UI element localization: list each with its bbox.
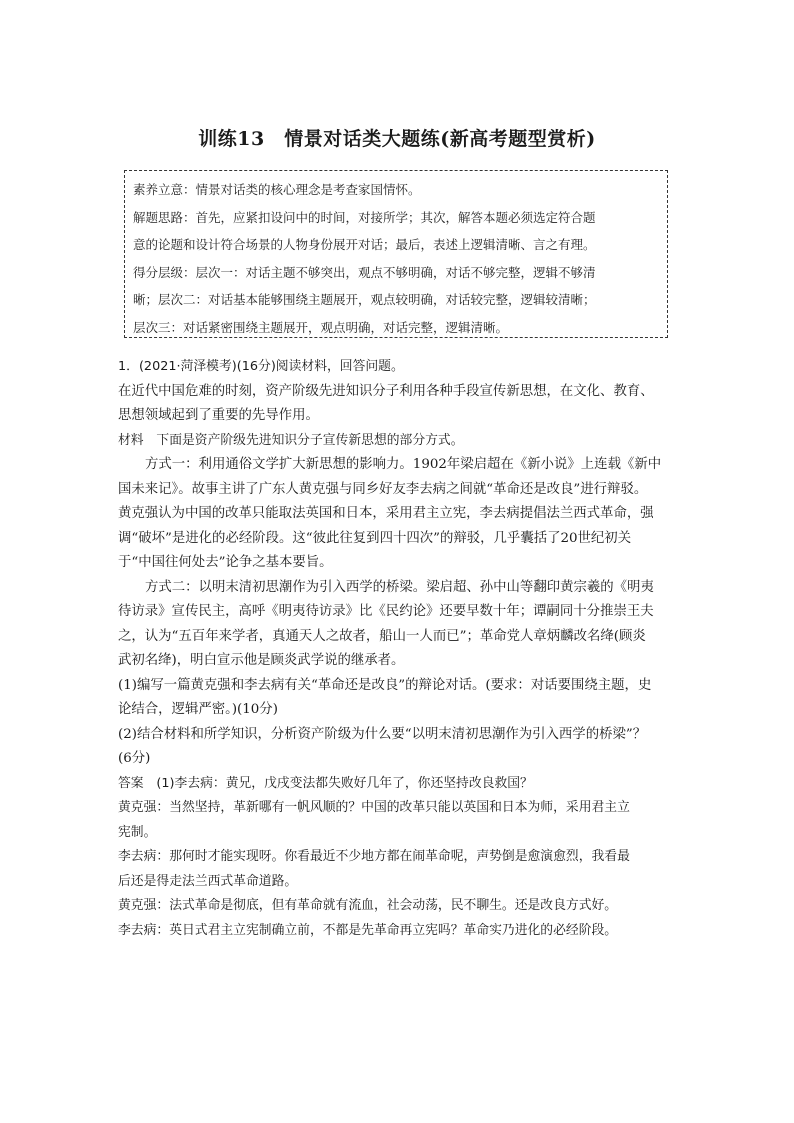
guide-line: 意的论题和设计符合场景的人物身份展开对话；最后，表述上逻辑清晰、言之有理。 (133, 237, 596, 252)
question-header: 1．(2021·菏泽模考)(16分)阅读材料，回答问题。 (118, 359, 404, 374)
subquestion-1-line: (1)编写一篇黄克强和李去病有关“革命还是改良”的辩论对话。(要求：对话要围绕主题，史 (118, 677, 652, 693)
answer-line: 李去病：那何时才能实现呀。你看最近不少地方都在闹革命呢，声势倒是愈演愈烈，我看最 (118, 849, 630, 864)
answer-line: 后还是得走法兰西式革命道路。 (118, 873, 298, 889)
method1-line: 黄克强认为中国的改革只能取法英国和日本，采用君主立宪，李去病提倡法兰西式革命，强 (118, 506, 654, 521)
answer-line: 黄克强：法式革命是彻底，但有革命就有流血，社会动荡，民不聊生。还是改良方式好。 (118, 898, 618, 913)
method1-line: 国未来记》。故事主讲了广东人黄克强与同乡好友李去病之间就“革命还是改良”进行辩驳。 (118, 481, 648, 497)
material-label: 材料 下面是资产阶级先进知识分子宣传新思想的部分方式。 (118, 432, 464, 448)
method2-line: 武初名绛)，明白宣示他是顾炎武学说的继承者。 (118, 653, 405, 668)
method1-line: 调“破坏”是进化的必经阶段。这“彼此往复到四十四次”的辩驳，几乎囊括了20世纪初关 (118, 530, 632, 546)
guide-line: 得分层级：层次一：对话主题不够突出，观点不够明确，对话不够完整，逻辑不够清 (133, 264, 596, 280)
answer-line: 黄克强：当然坚持，革新哪有一帆风顺的？中国的改革只能以英国和日本为师，采用君主立 (118, 800, 630, 815)
intro-line: 思想领域起到了重要的先导作用。 (118, 408, 319, 423)
method2-line: 方式二：以明末清初思潮作为引入西学的桥梁。梁启超、孙中山等翻印黄宗羲的《明夷 (145, 579, 654, 595)
method1-line: 于“中国往何处去”论争之基本要旨。 (118, 555, 333, 570)
guide-box (124, 170, 668, 338)
subquestion-1-line: 论结合，逻辑严密。)(10分) (118, 702, 278, 717)
method1-line: 方式一：利用通俗文学扩大新思想的影响力。1902年梁启超在《新小说》上连载《新中 (145, 457, 662, 472)
answer-line: 宪制。 (118, 824, 157, 840)
guide-line: 晰；层次二：对话基本能够围绕主题展开，观点较明确，对话较完整，逻辑较清晰； (133, 292, 596, 307)
guide-line: 素养立意：情景对话类的核心理念是考查家国情怀。 (133, 182, 421, 197)
subquestion-2-line: (2)结合材料和所学知识，分析资产阶级为什么要“以明末清初思潮作为引入西学的桥梁”？ (118, 726, 647, 742)
guide-line: 层次三：对话紧密围绕主题展开，观点明确，对话完整，逻辑清晰。 (133, 319, 509, 335)
answer-line: 李去病：英日式君主立宪制确立前，不都是先革命再立宪吗？革命实乃进化的必经阶段。 (118, 922, 618, 938)
guide-line: 解题思路：首先，应紧扣设问中的时间，对接所学；其次，解答本题必须选定符合题 (133, 209, 596, 225)
method2-line: 待访录》宣传民主，高呼《明夷待访录》比《民约论》还要早数十年；谭嗣同十分推崇王夫 (118, 604, 654, 619)
page-title: 训练13 情景对话类大题练(新高考题型赏析) (198, 128, 596, 150)
answer-line: 答案 (1)李去病：黄兄，戊戌变法都失败好几年了，你还坚持改良救国？ (118, 775, 533, 791)
intro-line: 在近代中国危难的时刻，资产阶级先进知识分子利用各种手段宣传新思想，在文化、教育、 (118, 383, 654, 399)
question-content (118, 355, 680, 943)
subquestion-2-line: (6分) (118, 751, 151, 766)
method2-line: 之，认为“五百年来学者，真通天人之故者，船山一人而已”；革命党人章炳麟改名绛(顾炎 (118, 628, 646, 644)
